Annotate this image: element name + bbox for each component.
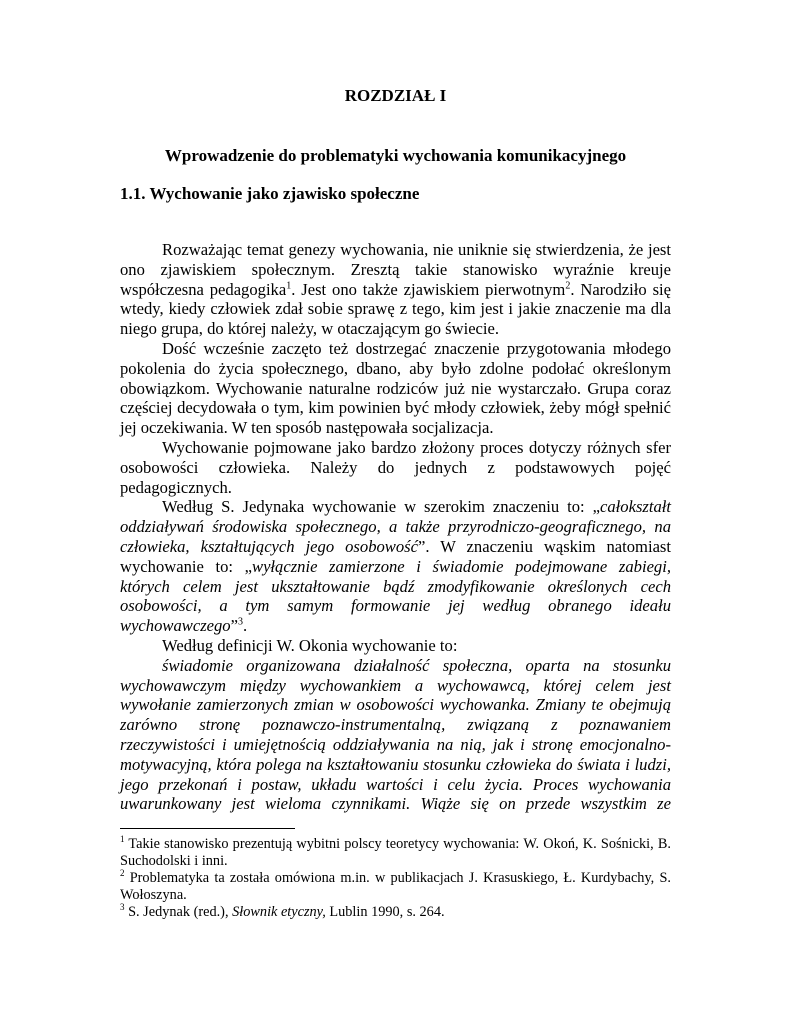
footnote-2-number: 2 — [120, 868, 125, 879]
footnote-3-number: 3 — [120, 902, 125, 913]
p4-quote-narrow: wyłącznie zamierzone i świadomie podejmowane zabiegi, których celem jest ukształtowanie bądź zmodyfikowanie określonych cech osobowości, a tym samym formowanie jej według obranego ideału wychowawczego — [120, 556, 671, 636]
paragraph-6-quote — [120, 656, 671, 814]
paragraph-3: Wychowanie pojmowane jako bardzo złożony proces dotyczy różnych sfer osobowości człowieka. Należy do jednych z podstawowych pojęć pedagogicznych. — [120, 437, 671, 497]
p1-text-a: Rozważając temat genezy wychowania, nie uniknie się stwierdzenia, że jest ono zjawiskiem społecznym. Zresztą takie stanowisko wyraźnie kreuje współczesna pedagogika — [120, 240, 671, 299]
p4-text-d: . — [242, 616, 248, 636]
paragraph-2: Dość wcześnie zaczęto też dostrzegać znaczenie przygotowania młodego pokolenia do życia społecznego, dbano, aby było zdolne podołać określonym obowiązkom. Wychowanie naturalne rodziców już nie wystarczało. Grupa coraz częściej decydowała o tym, kim powinien być młody człowiek, żeby mógł spełnić jej oczekiwania. W ten sposób następowała socjalizacja. — [120, 338, 671, 438]
okon-definition: świadomie organizowana działalność społeczna, oparta na stosunku wychowawczym między wychowankiem a wychowawcą, której celem jest wywołanie zamierzonych zmian w osobowości wychowanka. Zmiany te obejmują zarówno stronę poznawczo-instrumentalną, związaną z poznawaniem rzeczywistości i umiejętnością oddziaływania na nią, jak i stronę emocjonalno-motywacyjną, która polega na kształtowaniu stosunku człowieka do świata i ludzi, jego przekonań i postaw, układu wartości i celu życia. Proces wychowania uwarunkowany jest wieloma czynnikami. Wiąże się on przede wszystkim ze — [120, 655, 671, 814]
footnote-ref-1[interactable]: 1 — [286, 280, 292, 292]
p1-text-c: . Narodziło się wtedy, kiedy człowiek zdał sobie sprawę z tego, kim jest i jakie znaczenie ma dla niego grupa, do której należy, w otaczającym go świecie. — [120, 279, 671, 339]
paragraph-1 — [120, 240, 671, 339]
footnote-1-text: Takie stanowisko prezentują wybitni polscy teoretycy wychowania: W. Okoń, K. Sośnicki, B. Suchodolski i inni. — [120, 836, 671, 869]
footnote-3-title: Słownik etyczny, — [232, 904, 326, 920]
footnote-3 — [120, 904, 671, 921]
paragraph-4 — [120, 497, 671, 636]
footnotes — [120, 836, 671, 921]
chapter-subtitle: Wprowadzenie do problematyki wychowania komunikacyjnego — [164, 146, 627, 165]
footnote-3-text-a: S. Jedynak (red.), — [124, 904, 233, 920]
footnote-1-number: 1 — [120, 834, 125, 845]
footnote-1 — [120, 836, 671, 870]
body-text — [120, 240, 671, 814]
footnote-2 — [120, 870, 671, 904]
p4-text-b: ”. W znaczeniu wąskim natomiast wychowanie to: „ — [120, 536, 672, 576]
section-title: 1.1. Wychowanie jako zjawisko społeczne — [120, 184, 420, 203]
footnote-separator — [120, 828, 295, 829]
p4-quote-broad: całokształt oddziaływań środowiska społecznego, a także przyrodniczo-geograficznego, na człowieka, kształtujących jego osobowość — [120, 497, 671, 556]
chapter-title: ROZDZIAŁ I — [344, 86, 447, 105]
p1-text-b: . Jest ono także zjawiskiem pierwotnym — [291, 279, 566, 299]
footnote-3-text-b: Lublin 1990, s. 264. — [325, 904, 445, 920]
footnote-2-text: Problematyka ta została omówiona m.in. w publikacjach J. Krasuskiego, Ł. Kurdybachy, S. Wołoszyna. — [120, 870, 671, 903]
footnote-ref-2[interactable]: 2 — [565, 280, 571, 292]
paragraph-5: Według definicji W. Okonia wychowanie to: — [162, 635, 458, 655]
footnote-ref-3[interactable]: 3 — [237, 616, 243, 628]
p4-text-c: ” — [230, 616, 238, 636]
p4-text-a: Według S. Jedynaka wychowanie w szerokim znaczeniu to: „ — [162, 497, 601, 517]
